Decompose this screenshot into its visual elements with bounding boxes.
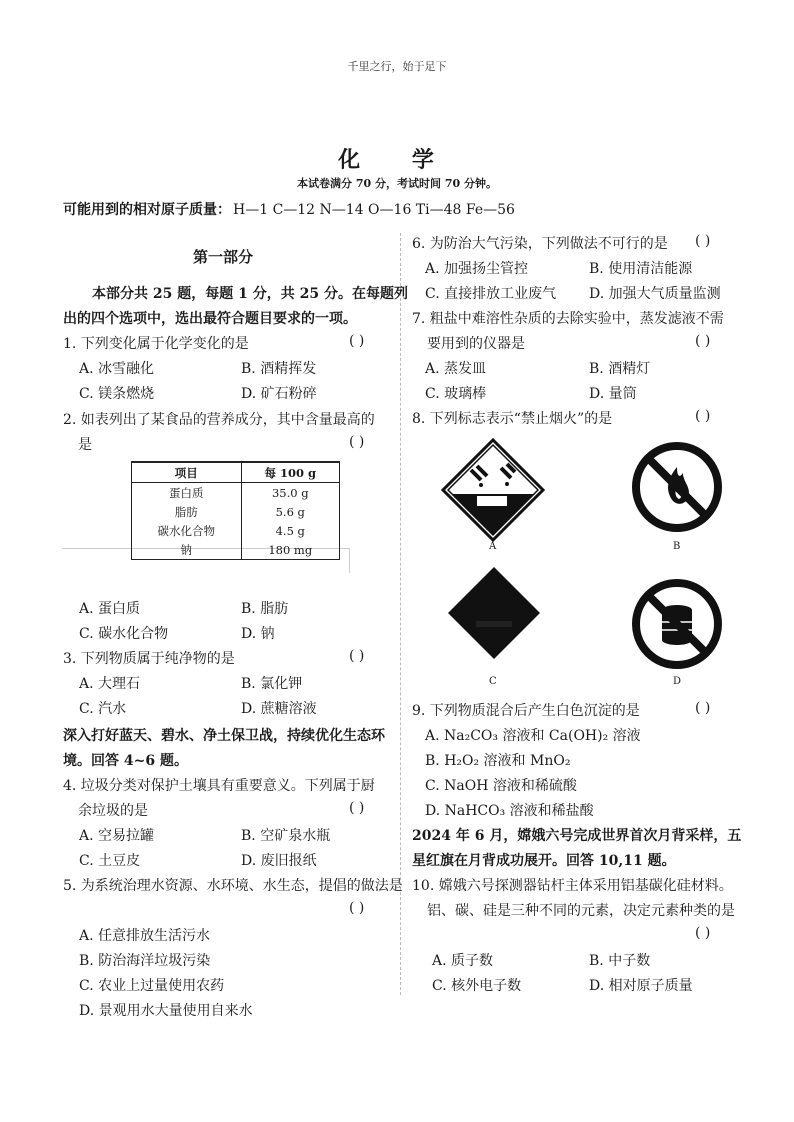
q5-stem: 5. 为系统治理水资源、水环境、水生态，提倡的做法是	[63, 878, 403, 894]
toxic-sign-icon	[446, 565, 542, 661]
q1-option-c: C. 镁条燃烧	[79, 386, 155, 402]
q5-option-b: B. 防治海洋垃圾污染	[79, 953, 211, 969]
q4-option-d: D. 废旧报纸	[241, 853, 317, 869]
nutrition-header-per100g: 每 100 g	[241, 462, 339, 483]
q3-answer-blank: ( )	[349, 648, 365, 664]
q1-answer-blank: ( )	[349, 333, 365, 349]
q3-option-b: B. 氯化钾	[241, 676, 303, 692]
page-header: 千里之行，始于足下	[347, 60, 447, 73]
atomic-masses-values: H—1 C—12 N—14 O—16 Ti—48 Fe—56	[233, 202, 515, 218]
q7-option-b: B. 酒精灯	[589, 361, 651, 377]
q9-option-b: B. H₂O₂ 溶液和 MnO₂	[425, 753, 571, 769]
group2-intro-line1: 2024 年 6 月，嫦娥六号完成世界首次月背采样，五	[412, 828, 742, 844]
atomic-masses-label: 可能用到的相对原子质量：	[63, 202, 231, 218]
table-row	[132, 540, 340, 560]
sign-label-b: B	[673, 541, 681, 552]
table-row	[132, 502, 340, 521]
q9-option-a: A. Na₂CO₃ 溶液和 Ca(OH)₂ 溶液	[425, 728, 641, 744]
q8-stem: 8. 下列标志表示“禁止烟火”的是	[412, 411, 613, 427]
atomic-masses	[63, 199, 515, 219]
q10-option-c: C. 核外电子数	[432, 978, 522, 994]
q7-stem-line1: 7. 粗盐中难溶性杂质的去除实验中，蒸发滤液不需	[412, 311, 724, 327]
q10-option-a: A. 质子数	[432, 953, 494, 969]
sign-label-c: C	[489, 676, 497, 687]
q7-option-d: D. 量筒	[589, 386, 637, 402]
q4-option-a: A. 空易拉罐	[79, 828, 155, 844]
part-intro-line1: 本部分共 25 题，每题 1 分，共 25 分。在每题列	[92, 286, 408, 302]
q10-stem-line2: 铝、碳、硅是三种不同的元素，决定元素种类的是	[427, 903, 735, 919]
nutrition-table	[131, 461, 340, 560]
q1-option-b: B. 酒精挥发	[241, 361, 317, 377]
q9-answer-blank: ( )	[695, 700, 711, 716]
q6-answer-blank: ( )	[695, 233, 711, 249]
no-fire-sign-icon	[631, 441, 723, 533]
q7-option-a: A. 蒸发皿	[425, 361, 487, 377]
nutrient-name: 脂肪	[132, 502, 242, 521]
q10-option-b: B. 中子数	[589, 953, 651, 969]
part-intro-line2: 出的四个选项中，选出最符合题目要求的一项。	[63, 311, 357, 327]
table-row	[132, 521, 340, 540]
q9-option-c: C. NaOH 溶液和稀硫酸	[425, 778, 577, 794]
q3-option-a: A. 大理石	[79, 676, 141, 692]
nutrition-header-item: 项目	[132, 462, 242, 483]
q9-option-d: D. NaHCO₃ 溶液和稀盐酸	[425, 803, 594, 819]
corrosive-sign-icon	[441, 438, 545, 542]
nutrient-amount: 4.5 g	[241, 521, 339, 540]
q6-stem: 6. 为防治大气污染，下列做法不可行的是	[412, 236, 668, 252]
nutrient-amount: 5.6 g	[241, 502, 339, 521]
q6-option-a: A. 加强扬尘管控	[425, 261, 529, 277]
group1-intro-line2: 境。回答 4~6 题。	[63, 753, 188, 769]
q4-answer-blank: ( )	[349, 800, 365, 816]
q1-stem: 1. 下列变化属于化学变化的是	[63, 336, 249, 352]
q1-option-a: A. 冰雪融化	[79, 361, 155, 377]
q6-option-d: D. 加强大气质量监测	[589, 286, 721, 302]
q7-stem-line2: 要用到的仪器是	[427, 336, 525, 352]
no-oil-drum-sign-icon	[631, 578, 723, 670]
q10-answer-blank: ( )	[695, 925, 711, 941]
q4-option-c: C. 土豆皮	[79, 853, 141, 869]
q4-option-b: B. 空矿泉水瓶	[241, 828, 331, 844]
nutrient-amount: 180 mg	[241, 540, 339, 560]
nutrition-table-header-row	[132, 462, 340, 483]
q2-option-a: A. 蛋白质	[79, 601, 141, 617]
q5-option-c: C. 农业上过量使用农药	[79, 978, 225, 994]
sign-label-d: D	[673, 676, 682, 687]
sign-label-a: A	[489, 541, 497, 552]
q2-option-c: C. 碳水化合物	[79, 626, 169, 642]
group2-intro-line2: 星红旗在月背成功展开。回答 10,11 题。	[412, 853, 676, 869]
q6-option-b: B. 使用清洁能源	[589, 261, 693, 277]
q2-option-d: D. 钠	[241, 626, 275, 642]
q7-option-c: C. 玻璃棒	[425, 386, 487, 402]
group1-intro-line1: 深入打好蓝天、碧水、净土保卫战，持续优化生态环	[63, 728, 385, 744]
q4-stem-line2: 余垃圾的是	[78, 803, 148, 819]
q6-option-c: C. 直接排放工业废气	[425, 286, 557, 302]
q10-stem-line1: 10. 嫦娥六号探测器钻杆主体采用铝基碳化硅材料。	[412, 878, 733, 894]
q3-option-d: D. 蔗糖溶液	[241, 701, 317, 717]
q7-answer-blank: ( )	[695, 333, 711, 349]
q2-answer-blank: ( )	[349, 434, 365, 450]
q5-option-a: A. 任意排放生活污水	[79, 928, 211, 944]
q3-stem: 3. 下列物质属于纯净物的是	[63, 651, 235, 667]
q2-option-b: B. 脂肪	[241, 601, 289, 617]
q8-answer-blank: ( )	[695, 408, 711, 424]
q5-option-d: D. 景观用水大量使用自来水	[79, 1003, 253, 1019]
q4-stem-line1: 4. 垃圾分类对保护土壤具有重要意义。下列属于厨	[63, 778, 375, 794]
part-heading: 第一部分	[193, 248, 254, 266]
q10-option-d: D. 相对原子质量	[589, 978, 693, 994]
nutrient-name: 碳水化合物	[132, 521, 242, 540]
exam-title: 化 学	[338, 147, 456, 173]
q3-option-c: C. 汽水	[79, 701, 127, 717]
q2-stem-line2: 是	[78, 437, 92, 453]
exam-subtitle: 本试卷满分 70 分，考试时间 70 分钟。	[297, 177, 497, 190]
nutrient-amount: 35.0 g	[241, 483, 339, 503]
table-row	[132, 483, 340, 503]
q5-answer-blank: ( )	[349, 900, 365, 916]
q1-option-d: D. 矿石粉碎	[241, 386, 317, 402]
nutrient-name: 蛋白质	[132, 483, 242, 503]
q9-stem: 9. 下列物质混合后产生白色沉淀的是	[412, 703, 640, 719]
nutrient-name: 钠	[132, 540, 242, 560]
q2-stem-line1: 2. 如表列出了某食品的营养成分，其中含量最高的	[63, 412, 375, 428]
